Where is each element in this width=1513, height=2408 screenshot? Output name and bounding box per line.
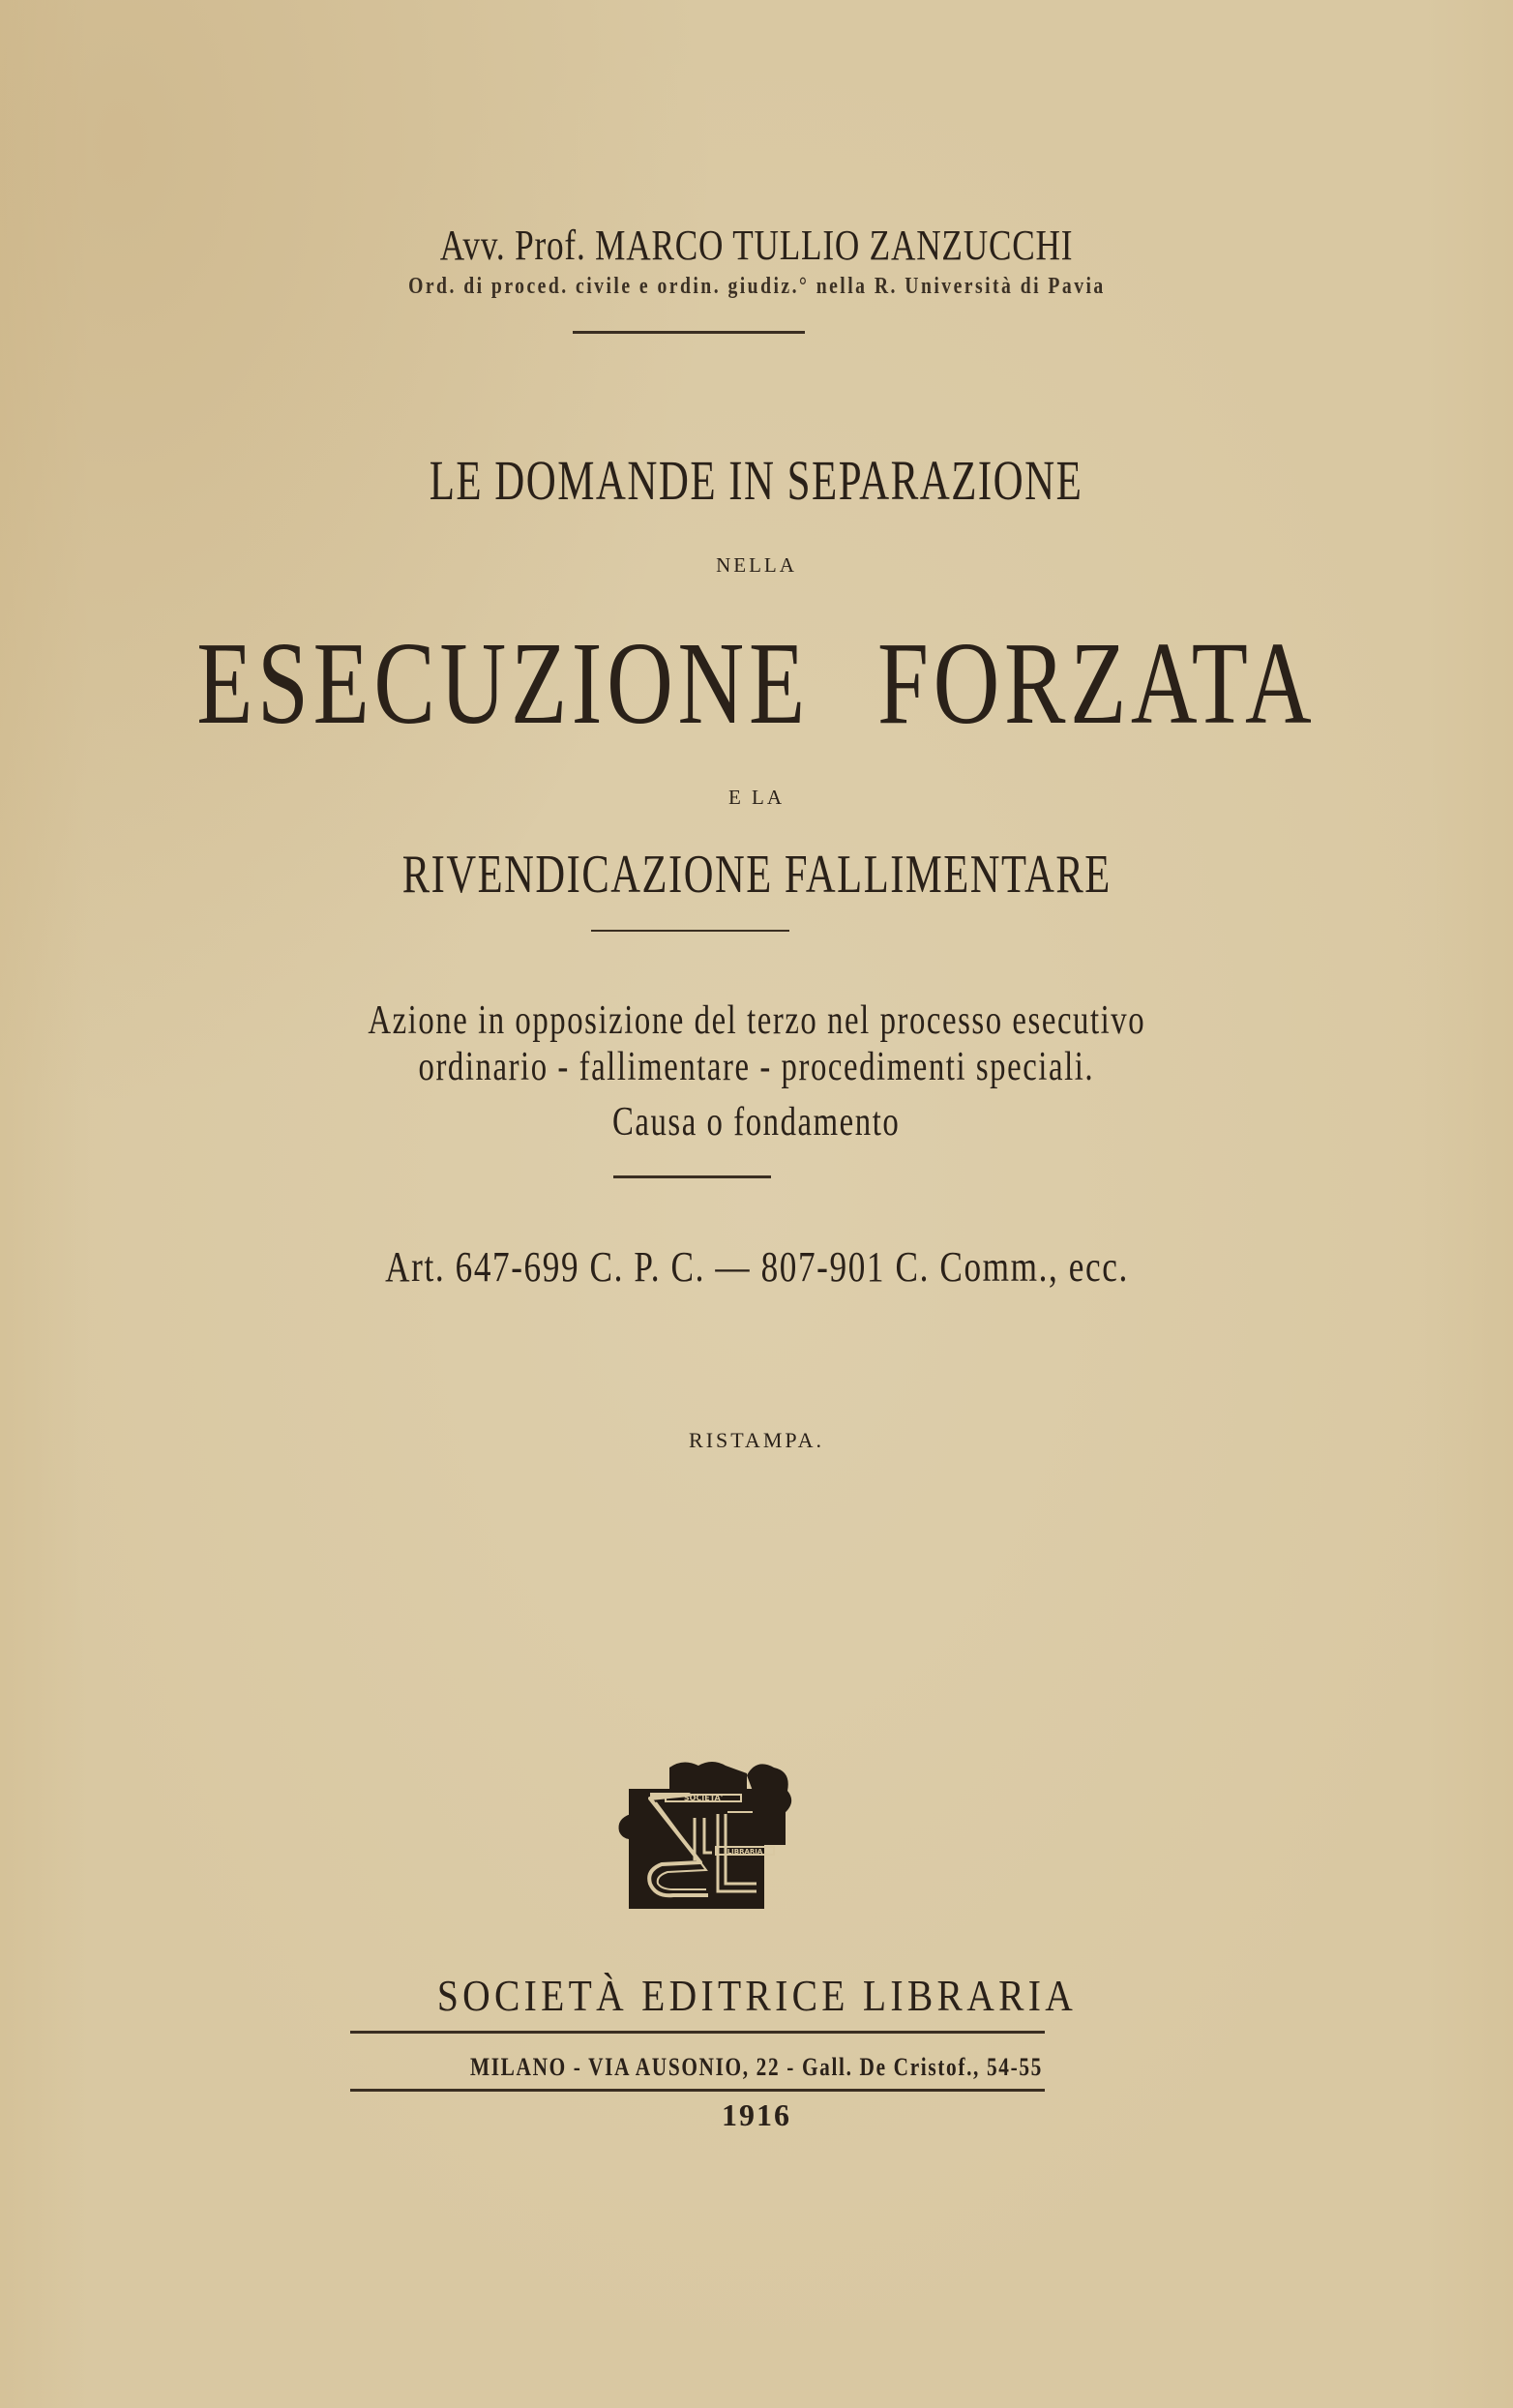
author-affiliation: Ord. di proced. civile e ordin. giudiz.° nella R. Università di Pavia bbox=[407, 274, 1106, 299]
divider-rule bbox=[573, 331, 805, 334]
publisher-name: SOCIETÀ EDITRICE LIBRARIA bbox=[436, 1971, 1077, 2020]
divider-rule bbox=[350, 2089, 1045, 2092]
main-title bbox=[0, 618, 1513, 749]
divider-rule bbox=[350, 2031, 1045, 2034]
publisher-address: MILANO - VIA AUSONIO, 22 - Gall. De Cristof., 54-55 bbox=[470, 2053, 1043, 2081]
title-line-1: LE DOMANDE IN SEPARAZIONE bbox=[430, 449, 1083, 512]
divider-rule bbox=[613, 1175, 771, 1178]
subtitle-line: Azione in opposizione del terzo nel processo esecutivo bbox=[368, 998, 1145, 1043]
edition-note: RISTAMPA. bbox=[689, 1428, 824, 1452]
divider-rule bbox=[591, 930, 789, 932]
svg-text:SOCIETA': SOCIETA' bbox=[683, 1794, 724, 1802]
publication-year: 1916 bbox=[722, 2097, 791, 2132]
title-connector-nella: NELLA bbox=[716, 553, 797, 577]
author-name: Avv. Prof. MARCO TULLIO ZANZUCCHI bbox=[439, 222, 1074, 269]
subtitle-line: ordinario - fallimentare - procedimenti speciali. bbox=[418, 1045, 1095, 1089]
svg-text:LIBRARIA: LIBRARIA bbox=[727, 1848, 763, 1856]
title-line-2: RIVENDICAZIONE FALLIMENTARE bbox=[401, 845, 1112, 905]
title-connector-ela: E LA bbox=[727, 786, 786, 809]
main-title-word-2: FORZATA bbox=[877, 618, 1317, 749]
main-title-word-1: ESECUZIONE bbox=[196, 618, 810, 749]
publisher-monogram-icon bbox=[611, 1756, 795, 1909]
legal-articles-reference: Art. 647-699 C. P. C. — 807-901 C. Comm., ecc. bbox=[384, 1243, 1129, 1291]
subtitle-line: Causa o fondamento bbox=[612, 1100, 901, 1145]
